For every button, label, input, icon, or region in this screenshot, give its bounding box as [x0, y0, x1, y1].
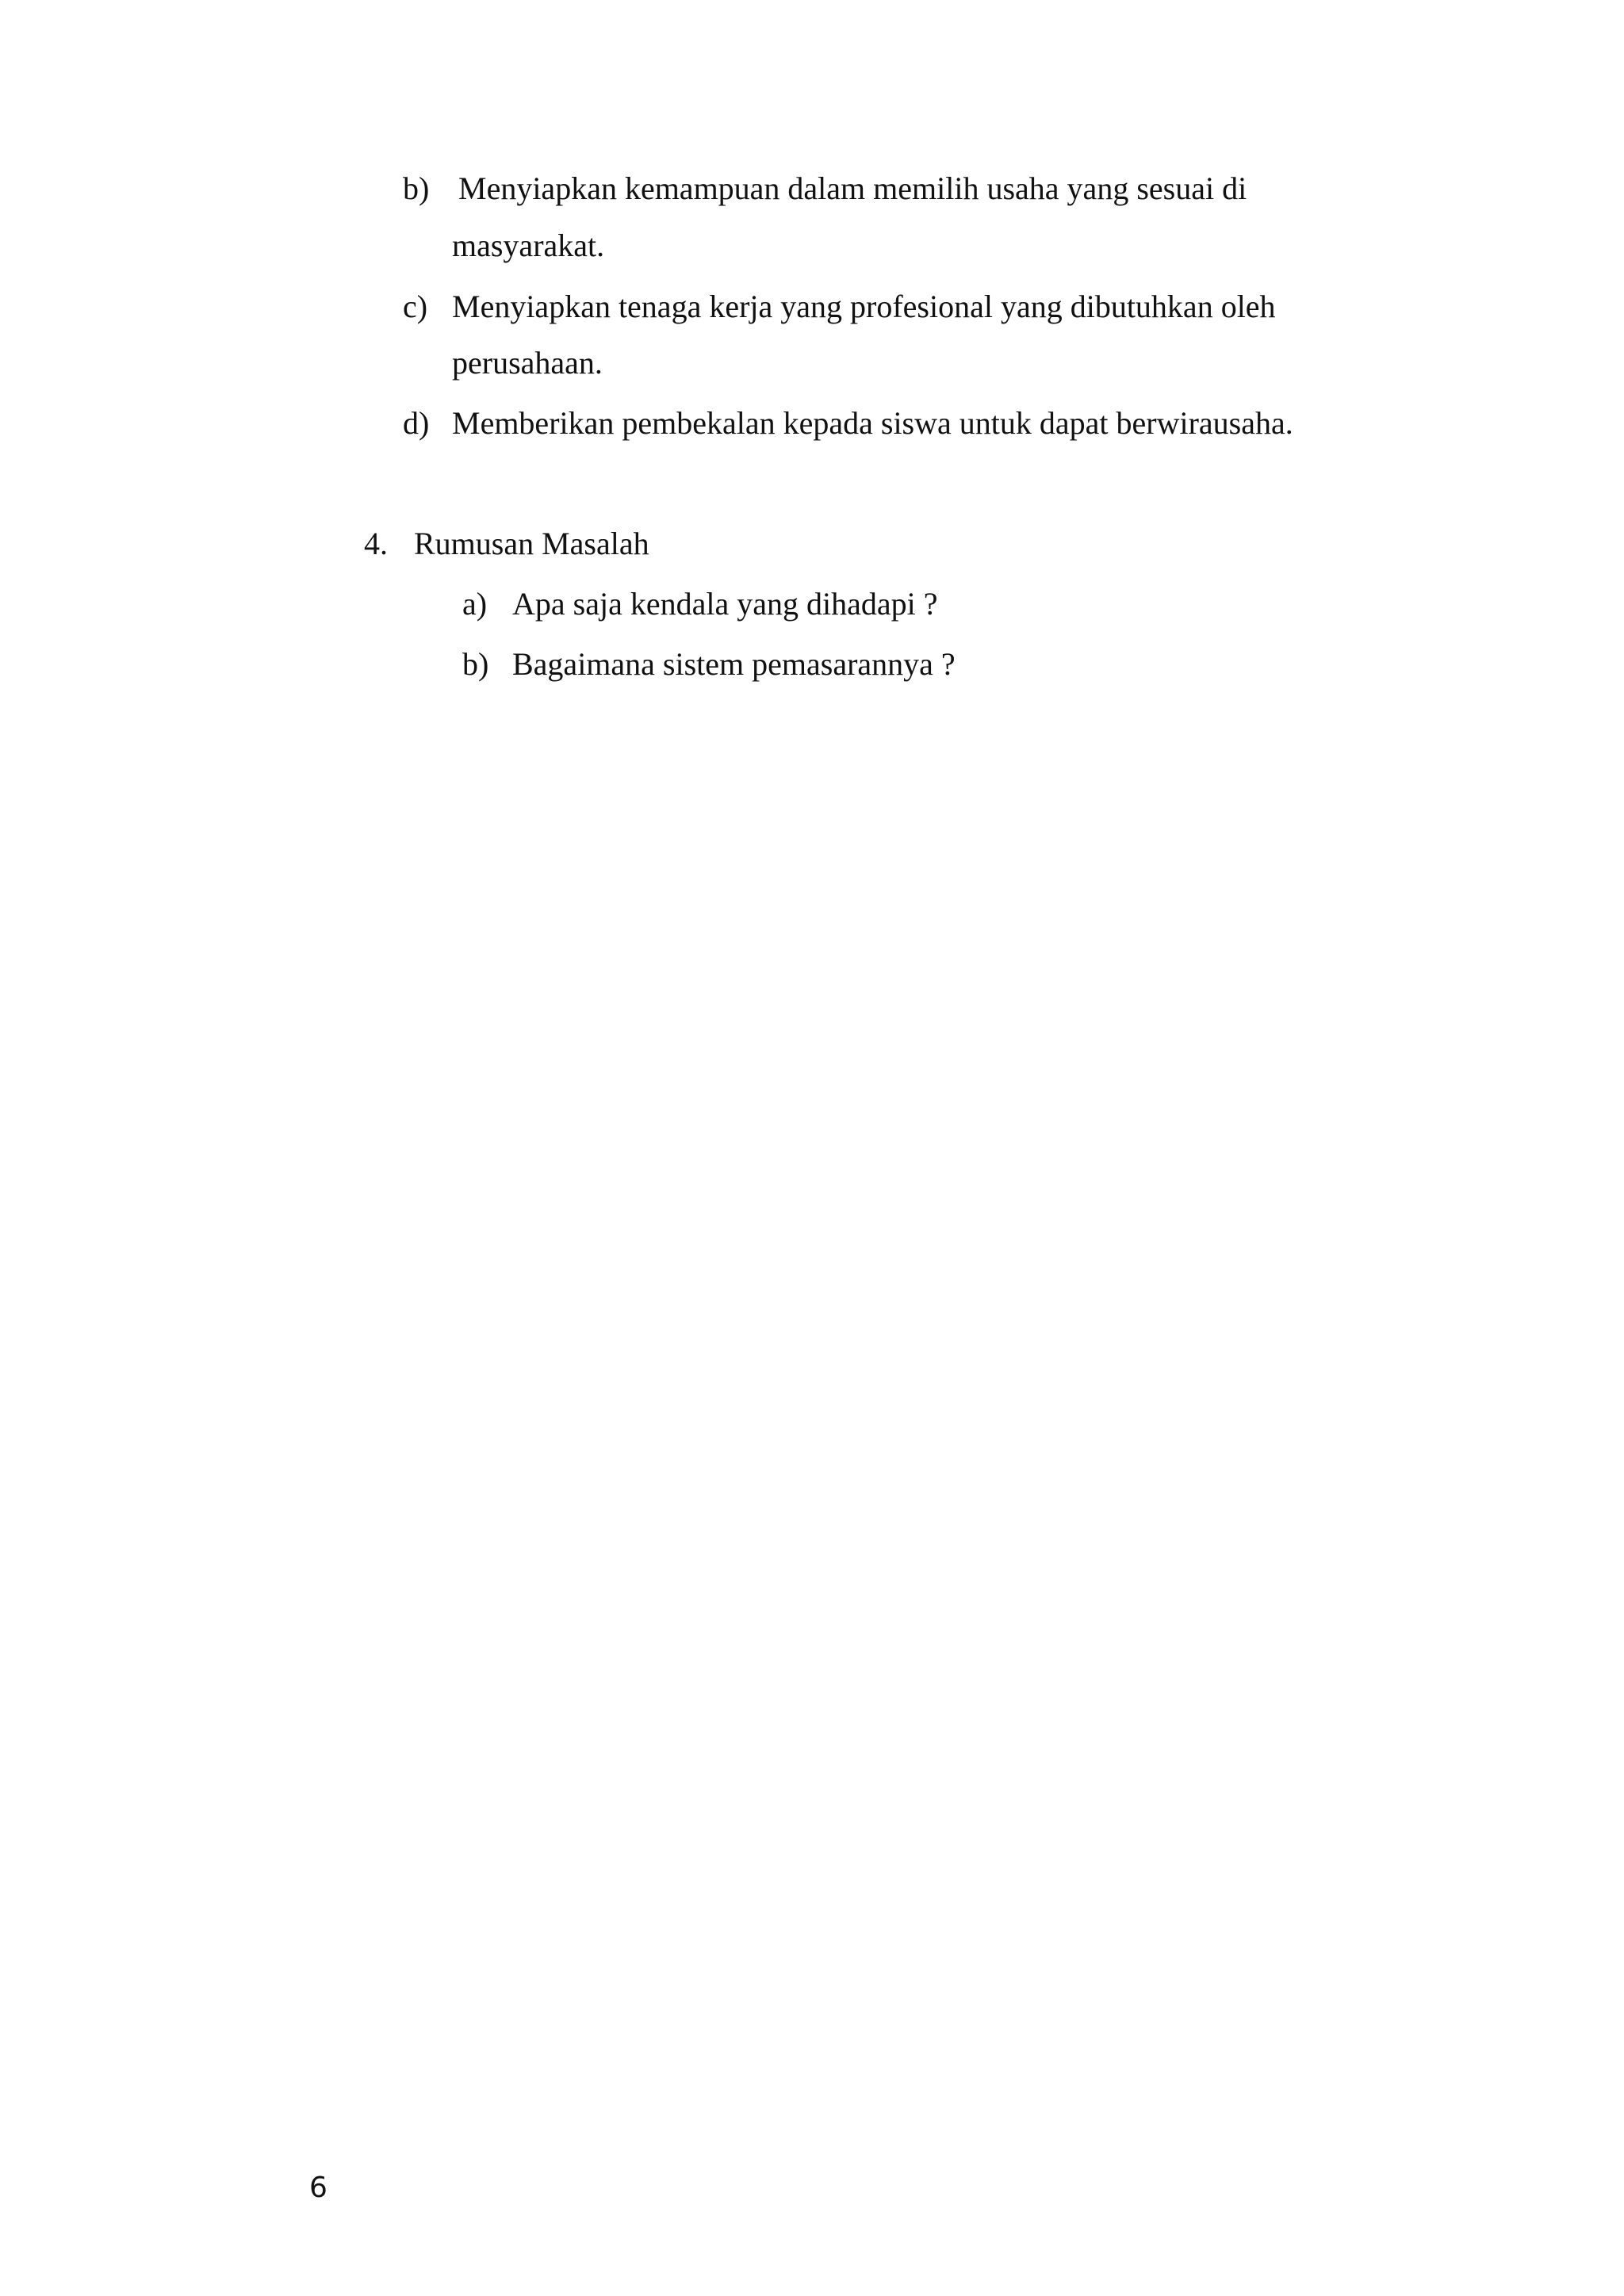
list-item-c-line-1: Menyiapkan tenaga kerja yang profesional yang dibutuhkan oleh [452, 289, 1276, 324]
list-item-d-line-1: Memberikan pembekalan kepada siswa untuk dapat berwirausaha. [452, 405, 1293, 441]
question-a: Apa saja kendala yang dihadapi ? [512, 586, 938, 622]
list-marker-c: c) [403, 289, 428, 324]
list-item-c-line-2: perusahaan. [452, 345, 603, 381]
question-marker-b: b) [462, 646, 489, 682]
list-marker-d: d) [403, 405, 430, 441]
question-marker-a: a) [462, 586, 488, 622]
question-b: Bagaimana sistem pemasarannya ? [512, 646, 956, 682]
list-marker-b: b) [403, 170, 430, 206]
list-item-b-line-2: masyarakat. [452, 228, 605, 263]
list-item-b-line-1: Menyiapkan kemampuan dalam memilih usaha yang sesuai di [458, 170, 1247, 206]
section-title: Rumusan Masalah [414, 526, 649, 561]
section-number: 4. [364, 526, 388, 561]
page-number: 6 [309, 2172, 327, 2204]
